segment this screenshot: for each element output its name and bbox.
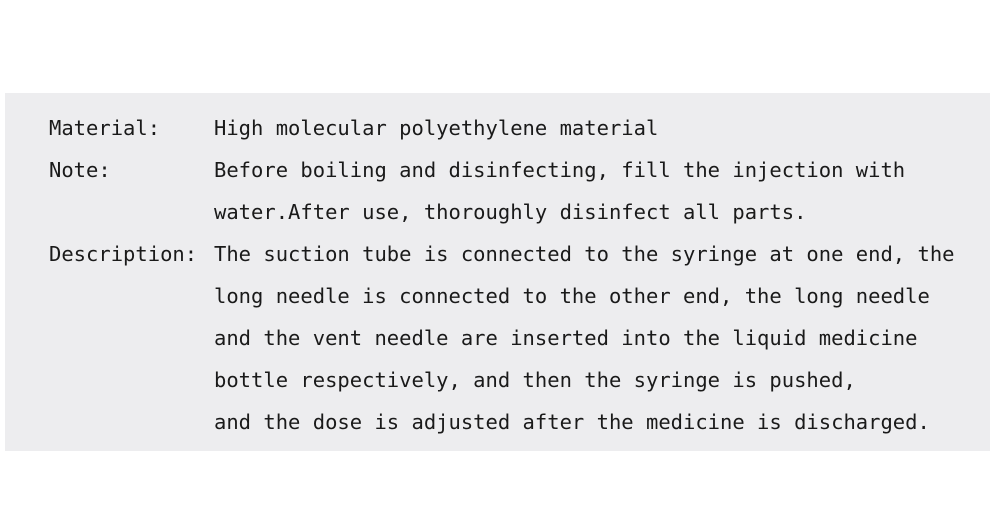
description-line-3: and the vent needle are inserted into the liquid medicine [214, 326, 918, 350]
description-row-continued [5, 317, 990, 359]
description-row-continued [5, 359, 990, 401]
note-line-2: water.After use, thoroughly disinfect all parts. [214, 200, 807, 224]
note-line-1: Before boiling and disinfecting, fill the injection with [214, 158, 906, 182]
note-row-continued [5, 191, 990, 233]
note-label: Note: [49, 158, 111, 182]
spec-panel [5, 93, 990, 451]
description-row [5, 233, 990, 275]
note-row [5, 149, 990, 191]
description-line-1: The suction tube is connected to the syringe at one end, the [214, 242, 955, 266]
material-label: Material: [49, 116, 161, 140]
material-row [5, 107, 990, 149]
material-value: High molecular polyethylene material [214, 116, 659, 140]
description-row-continued [5, 275, 990, 317]
description-row-continued [5, 401, 990, 443]
description-line-2: long needle is connected to the other end, the long needle [214, 284, 930, 308]
description-line-5: and the dose is adjusted after the medicine is discharged. [214, 410, 930, 434]
description-label: Description: [49, 242, 198, 266]
description-line-4: bottle respectively, and then the syringe is pushed, [214, 368, 856, 392]
